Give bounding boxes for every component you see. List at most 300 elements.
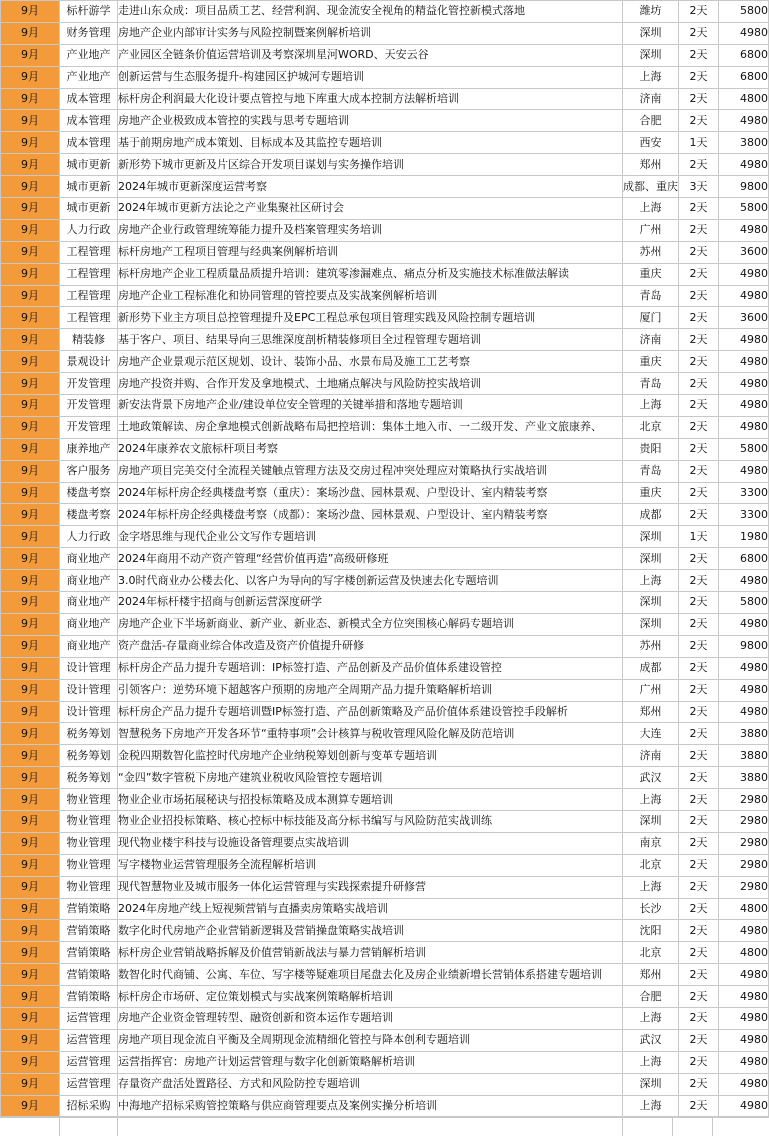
duration-cell[interactable]: 2天 [679,1073,719,1095]
month-cell[interactable]: 9月 [1,263,60,285]
course-title-cell[interactable]: 走进山东众成：项目品质工艺、经营利润、现金流安全视角的精益化管控新模式落地 [118,1,623,23]
city-cell[interactable]: 厦门 [623,307,679,329]
category-cell[interactable]: 营销策略 [60,942,118,964]
course-title-cell[interactable]: 金字塔思维与现代企业公文写作专题培训 [118,526,623,548]
duration-cell[interactable]: 2天 [679,438,719,460]
category-cell[interactable]: 商业地产 [60,613,118,635]
category-cell[interactable]: 工程管理 [60,307,118,329]
month-cell[interactable]: 9月 [1,810,60,832]
price-cell[interactable]: 3300 [719,504,769,526]
city-cell[interactable]: 广州 [623,219,679,241]
month-cell[interactable]: 9月 [1,898,60,920]
category-cell[interactable]: 运营管理 [60,1051,118,1073]
category-cell[interactable]: 工程管理 [60,285,118,307]
duration-cell[interactable]: 3天 [679,176,719,198]
course-title-cell[interactable]: 房地产企业行政管理统筹能力提升及档案管理实务培训 [118,219,623,241]
category-cell[interactable]: 产业地产 [60,44,118,66]
duration-cell[interactable]: 2天 [679,504,719,526]
duration-cell[interactable]: 2天 [679,1051,719,1073]
course-title-cell[interactable]: 标杆房企业营销战略拆解及价值营销新战法与暴力营销解析培训 [118,942,623,964]
city-cell[interactable]: 北京 [623,416,679,438]
duration-cell[interactable]: 2天 [679,635,719,657]
month-cell[interactable]: 9月 [1,964,60,986]
duration-cell[interactable]: 2天 [679,110,719,132]
category-cell[interactable]: 物业管理 [60,876,118,898]
month-cell[interactable]: 9月 [1,613,60,635]
price-cell[interactable]: 3600 [719,241,769,263]
category-cell[interactable]: 成本管理 [60,132,118,154]
course-title-cell[interactable]: 2024年商用不动产资产管理“经营价值再造”高级研修班 [118,548,623,570]
course-title-cell[interactable]: 金税四期数智化监控时代房地产企业纳税筹划创新与变革专题培训 [118,745,623,767]
course-title-cell[interactable]: 土地政策解读、房企拿地模式创新战略布局把控培训：集体土地入市、一二级开发、产业文旅康养、 [118,416,623,438]
course-title-cell[interactable]: 基于客户、项目、结果导向三思维深度剖析精装修项目全过程管理专题培训 [118,329,623,351]
price-cell[interactable]: 5800 [719,1,769,23]
category-cell[interactable]: 商业地产 [60,592,118,614]
price-cell[interactable]: 9800 [719,176,769,198]
course-title-cell[interactable]: 2024年城市更新深度运营考察 [118,176,623,198]
course-title-cell[interactable]: 2024年康养农文旅标杆项目考察 [118,438,623,460]
city-cell[interactable]: 济南 [623,88,679,110]
course-title-cell[interactable]: 2024年标杆楼宇招商与创新运营深度研学 [118,592,623,614]
duration-cell[interactable]: 2天 [679,986,719,1008]
category-cell[interactable]: 商业地产 [60,548,118,570]
course-title-cell[interactable]: 新形势下业主方项目总控管理提升及EPC工程总承包项目管理实践及风险控制专题培训 [118,307,623,329]
course-title-cell[interactable]: 标杆房企市场研、定位策划模式与实战案例策略解析培训 [118,986,623,1008]
category-cell[interactable]: 城市更新 [60,176,118,198]
category-cell[interactable]: 人力行政 [60,219,118,241]
month-cell[interactable]: 9月 [1,789,60,811]
city-cell[interactable]: 深圳 [623,22,679,44]
city-cell[interactable]: 青岛 [623,460,679,482]
duration-cell[interactable]: 2天 [679,592,719,614]
city-cell[interactable]: 武汉 [623,767,679,789]
price-cell[interactable]: 3300 [719,482,769,504]
duration-cell[interactable]: 2天 [679,482,719,504]
category-cell[interactable]: 财务管理 [60,22,118,44]
duration-cell[interactable]: 2天 [679,1007,719,1029]
price-cell[interactable]: 4980 [719,1029,769,1051]
month-cell[interactable]: 9月 [1,460,60,482]
price-cell[interactable]: 4980 [719,416,769,438]
month-cell[interactable]: 9月 [1,876,60,898]
price-cell[interactable]: 3880 [719,767,769,789]
price-cell[interactable]: 4980 [719,986,769,1008]
month-cell[interactable]: 9月 [1,942,60,964]
month-cell[interactable]: 9月 [1,66,60,88]
course-title-cell[interactable]: 标杆房企产品力提升专题培训暨IP标签打造、产品创新策略及产品价值体系建设管控手段解析 [118,701,623,723]
city-cell[interactable]: 济南 [623,329,679,351]
price-cell[interactable]: 4980 [719,263,769,285]
month-cell[interactable]: 9月 [1,1051,60,1073]
duration-cell[interactable]: 2天 [679,1095,719,1117]
city-cell[interactable]: 深圳 [623,592,679,614]
duration-cell[interactable]: 2天 [679,679,719,701]
category-cell[interactable]: 工程管理 [60,241,118,263]
duration-cell[interactable]: 2天 [679,22,719,44]
category-cell[interactable]: 成本管理 [60,110,118,132]
month-cell[interactable]: 9月 [1,920,60,942]
month-cell[interactable]: 9月 [1,307,60,329]
course-title-cell[interactable]: 标杆房地产企业工程质量品质提升培训：建筑零渗漏难点、痛点分析及实施技术标准做法解读 [118,263,623,285]
price-cell[interactable]: 4980 [719,329,769,351]
price-cell[interactable]: 5800 [719,592,769,614]
price-cell[interactable]: 3800 [719,132,769,154]
category-cell[interactable]: 营销策略 [60,920,118,942]
city-cell[interactable]: 重庆 [623,263,679,285]
month-cell[interactable]: 9月 [1,154,60,176]
city-cell[interactable]: 北京 [623,854,679,876]
price-cell[interactable]: 6800 [719,548,769,570]
city-cell[interactable]: 成都 [623,657,679,679]
month-cell[interactable]: 9月 [1,723,60,745]
duration-cell[interactable]: 2天 [679,548,719,570]
course-title-cell[interactable]: 存量资产盘活处置路径、方式和风险防控专题培训 [118,1073,623,1095]
category-cell[interactable]: 开发管理 [60,416,118,438]
category-cell[interactable]: 物业管理 [60,832,118,854]
category-cell[interactable]: 工程管理 [60,263,118,285]
month-cell[interactable]: 9月 [1,241,60,263]
city-cell[interactable]: 上海 [623,66,679,88]
duration-cell[interactable]: 2天 [679,723,719,745]
city-cell[interactable]: 深圳 [623,44,679,66]
month-cell[interactable]: 9月 [1,1,60,23]
category-cell[interactable]: 运营管理 [60,1007,118,1029]
duration-cell[interactable]: 2天 [679,832,719,854]
duration-cell[interactable]: 2天 [679,351,719,373]
city-cell[interactable]: 重庆 [623,351,679,373]
price-cell[interactable]: 4800 [719,942,769,964]
city-cell[interactable]: 深圳 [623,613,679,635]
duration-cell[interactable]: 2天 [679,285,719,307]
month-cell[interactable]: 9月 [1,1029,60,1051]
month-cell[interactable]: 9月 [1,22,60,44]
duration-cell[interactable]: 2天 [679,701,719,723]
category-cell[interactable]: 城市更新 [60,154,118,176]
city-cell[interactable]: 西安 [623,132,679,154]
price-cell[interactable]: 5800 [719,438,769,460]
course-title-cell[interactable]: 房地产企业极致成本管控的实践与思考专题培训 [118,110,623,132]
price-cell[interactable]: 3880 [719,723,769,745]
price-cell[interactable]: 2980 [719,832,769,854]
price-cell[interactable]: 4980 [719,110,769,132]
course-title-cell[interactable]: “金四”数字管税下房地产建筑业税收风险管控专题培训 [118,767,623,789]
duration-cell[interactable]: 2天 [679,767,719,789]
duration-cell[interactable]: 2天 [679,613,719,635]
city-cell[interactable]: 南京 [623,832,679,854]
price-cell[interactable]: 9800 [719,635,769,657]
category-cell[interactable]: 产业地产 [60,66,118,88]
course-title-cell[interactable]: 标杆房企产品力提升专题培训：IP标签打造、产品创新及产品价值体系建设管控 [118,657,623,679]
month-cell[interactable]: 9月 [1,219,60,241]
category-cell[interactable]: 营销策略 [60,898,118,920]
category-cell[interactable]: 开发管理 [60,373,118,395]
city-cell[interactable]: 上海 [623,1051,679,1073]
course-title-cell[interactable]: 创新运营与生态服务提升-构建园区护城河专题培训 [118,66,623,88]
category-cell[interactable]: 标杆游学 [60,1,118,23]
duration-cell[interactable]: 2天 [679,854,719,876]
course-title-cell[interactable]: 运营指挥官：房地产计划运营管理与数字化创新策略解析培训 [118,1051,623,1073]
price-cell[interactable]: 4800 [719,898,769,920]
price-cell[interactable]: 4980 [719,964,769,986]
month-cell[interactable]: 9月 [1,570,60,592]
price-cell[interactable]: 2980 [719,789,769,811]
city-cell[interactable]: 武汉 [623,1029,679,1051]
course-title-cell[interactable]: 产业园区全链条价值运营培训及考察深圳星河WORD、天安云谷 [118,44,623,66]
city-cell[interactable]: 北京 [623,942,679,964]
month-cell[interactable]: 9月 [1,88,60,110]
price-cell[interactable]: 4980 [719,679,769,701]
price-cell[interactable]: 3880 [719,745,769,767]
course-title-cell[interactable]: 资产盘活-存量商业综合体改造及资产价值提升研修 [118,635,623,657]
city-cell[interactable]: 贵阳 [623,438,679,460]
month-cell[interactable]: 9月 [1,854,60,876]
price-cell[interactable]: 4980 [719,460,769,482]
course-title-cell[interactable]: 2024年城市更新方法论之产业集聚社区研讨会 [118,198,623,220]
course-title-cell[interactable]: 现代物业楼宇科技与设施设备管理要点实战培训 [118,832,623,854]
category-cell[interactable]: 精装修 [60,329,118,351]
month-cell[interactable]: 9月 [1,635,60,657]
price-cell[interactable]: 3600 [719,307,769,329]
course-title-cell[interactable]: 房地产企业工程标准化和协同管理的管控要点及实战案例解析培训 [118,285,623,307]
month-cell[interactable]: 9月 [1,373,60,395]
city-cell[interactable]: 成都、重庆 [623,176,679,198]
price-cell[interactable]: 4980 [719,22,769,44]
duration-cell[interactable]: 1天 [679,526,719,548]
course-title-cell[interactable]: 新形势下城市更新及片区综合开发项目谋划与实务操作培训 [118,154,623,176]
course-title-cell[interactable]: 引领客户：逆势环境下超越客户预期的房地产全周期产品力提升策略解析培训 [118,679,623,701]
month-cell[interactable]: 9月 [1,986,60,1008]
month-cell[interactable]: 9月 [1,1073,60,1095]
price-cell[interactable]: 4980 [719,613,769,635]
category-cell[interactable]: 物业管理 [60,854,118,876]
month-cell[interactable]: 9月 [1,592,60,614]
price-cell[interactable]: 4800 [719,88,769,110]
price-cell[interactable]: 4980 [719,657,769,679]
duration-cell[interactable]: 2天 [679,307,719,329]
duration-cell[interactable]: 2天 [679,329,719,351]
month-cell[interactable]: 9月 [1,44,60,66]
category-cell[interactable]: 人力行政 [60,526,118,548]
duration-cell[interactable]: 2天 [679,789,719,811]
price-cell[interactable]: 6800 [719,44,769,66]
category-cell[interactable]: 成本管理 [60,88,118,110]
city-cell[interactable]: 青岛 [623,285,679,307]
month-cell[interactable]: 9月 [1,679,60,701]
course-title-cell[interactable]: 现代智慧物业及城市服务一体化运营管理与实践探索提升研修营 [118,876,623,898]
month-cell[interactable]: 9月 [1,395,60,417]
month-cell[interactable]: 9月 [1,132,60,154]
course-title-cell[interactable]: 中海地产招标采购管控策略与供应商管理要点及案例实操分析培训 [118,1095,623,1117]
city-cell[interactable]: 深圳 [623,810,679,832]
duration-cell[interactable]: 1天 [679,132,719,154]
duration-cell[interactable]: 2天 [679,154,719,176]
city-cell[interactable]: 广州 [623,679,679,701]
price-cell[interactable]: 4980 [719,701,769,723]
city-cell[interactable]: 上海 [623,570,679,592]
city-cell[interactable]: 上海 [623,1095,679,1117]
month-cell[interactable]: 9月 [1,329,60,351]
month-cell[interactable]: 9月 [1,198,60,220]
duration-cell[interactable]: 2天 [679,810,719,832]
category-cell[interactable]: 运营管理 [60,1029,118,1051]
category-cell[interactable]: 招标采购 [60,1095,118,1117]
month-cell[interactable]: 9月 [1,832,60,854]
duration-cell[interactable]: 2天 [679,373,719,395]
price-cell[interactable]: 6800 [719,66,769,88]
course-title-cell[interactable]: 写字楼物业运营管理服务全流程解析培训 [118,854,623,876]
city-cell[interactable]: 苏州 [623,635,679,657]
course-title-cell[interactable]: 2024年房地产线上短视频营销与直播卖房策略实战培训 [118,898,623,920]
course-title-cell[interactable]: 新安法背景下房地产企业/建设单位安全管理的关键举措和落地专题培训 [118,395,623,417]
course-title-cell[interactable]: 3.0时代商业办公楼去化、以客户为导向的写字楼创新运营及快速去化专题培训 [118,570,623,592]
city-cell[interactable]: 大连 [623,723,679,745]
price-cell[interactable]: 4980 [719,1051,769,1073]
city-cell[interactable]: 济南 [623,745,679,767]
category-cell[interactable]: 城市更新 [60,198,118,220]
month-cell[interactable]: 9月 [1,285,60,307]
course-title-cell[interactable]: 房地产企业内部审计实务与风险控制暨案例解析培训 [118,22,623,44]
price-cell[interactable]: 4980 [719,920,769,942]
duration-cell[interactable]: 2天 [679,745,719,767]
price-cell[interactable]: 4980 [719,351,769,373]
category-cell[interactable]: 商业地产 [60,635,118,657]
duration-cell[interactable]: 2天 [679,66,719,88]
city-cell[interactable]: 重庆 [623,482,679,504]
category-cell[interactable]: 景观设计 [60,351,118,373]
category-cell[interactable]: 开发管理 [60,395,118,417]
duration-cell[interactable]: 2天 [679,460,719,482]
city-cell[interactable]: 郑州 [623,701,679,723]
category-cell[interactable]: 税务筹划 [60,745,118,767]
price-cell[interactable]: 4980 [719,373,769,395]
category-cell[interactable]: 设计管理 [60,679,118,701]
city-cell[interactable]: 成都 [623,504,679,526]
course-title-cell[interactable]: 标杆房地产工程项目管理与经典案例解析培训 [118,241,623,263]
city-cell[interactable]: 上海 [623,198,679,220]
category-cell[interactable]: 物业管理 [60,810,118,832]
course-title-cell[interactable]: 数字化时代房地产企业营销新逻辑及营销操盘策略实战培训 [118,920,623,942]
month-cell[interactable]: 9月 [1,701,60,723]
duration-cell[interactable]: 2天 [679,241,719,263]
city-cell[interactable]: 深圳 [623,526,679,548]
month-cell[interactable]: 9月 [1,504,60,526]
city-cell[interactable]: 上海 [623,1007,679,1029]
price-cell[interactable]: 4980 [719,285,769,307]
month-cell[interactable]: 9月 [1,110,60,132]
duration-cell[interactable]: 2天 [679,876,719,898]
price-cell[interactable]: 2980 [719,810,769,832]
duration-cell[interactable]: 2天 [679,942,719,964]
city-cell[interactable]: 沈阳 [623,920,679,942]
month-cell[interactable]: 9月 [1,176,60,198]
category-cell[interactable]: 康养地产 [60,438,118,460]
category-cell[interactable]: 运营管理 [60,1073,118,1095]
course-title-cell[interactable]: 房地产投资并购、合作开发及拿地模式、土地痛点解决与风险防控实战培训 [118,373,623,395]
price-cell[interactable]: 4980 [719,395,769,417]
price-cell[interactable]: 4980 [719,1073,769,1095]
price-cell[interactable]: 4980 [719,219,769,241]
category-cell[interactable]: 楼盘考察 [60,482,118,504]
month-cell[interactable]: 9月 [1,767,60,789]
city-cell[interactable]: 郑州 [623,964,679,986]
course-title-cell[interactable]: 智慧税务下房地产开发各环节“重特事项”会计核算与税收管理风险化解及防范培训 [118,723,623,745]
city-cell[interactable]: 上海 [623,789,679,811]
duration-cell[interactable]: 2天 [679,570,719,592]
city-cell[interactable]: 潍坊 [623,1,679,23]
price-cell[interactable]: 4980 [719,1095,769,1117]
city-cell[interactable]: 郑州 [623,154,679,176]
duration-cell[interactable]: 2天 [679,219,719,241]
category-cell[interactable]: 营销策略 [60,964,118,986]
city-cell[interactable]: 合肥 [623,986,679,1008]
duration-cell[interactable]: 2天 [679,657,719,679]
category-cell[interactable]: 设计管理 [60,701,118,723]
category-cell[interactable]: 营销策略 [60,986,118,1008]
duration-cell[interactable]: 2天 [679,1,719,23]
month-cell[interactable]: 9月 [1,548,60,570]
course-title-cell[interactable]: 物业企业招投标策略、核心控标中标技能及高分标书编写与风险防范实战训练 [118,810,623,832]
city-cell[interactable]: 青岛 [623,373,679,395]
duration-cell[interactable]: 2天 [679,964,719,986]
duration-cell[interactable]: 2天 [679,1029,719,1051]
price-cell[interactable]: 1980 [719,526,769,548]
month-cell[interactable]: 9月 [1,416,60,438]
category-cell[interactable]: 税务筹划 [60,767,118,789]
duration-cell[interactable]: 2天 [679,898,719,920]
city-cell[interactable]: 苏州 [623,241,679,263]
duration-cell[interactable]: 2天 [679,395,719,417]
course-title-cell[interactable]: 房地产项目完美交付全流程关键触点管理方法及交房过程冲突处理应对策略执行实战培训 [118,460,623,482]
city-cell[interactable]: 上海 [623,395,679,417]
month-cell[interactable]: 9月 [1,1007,60,1029]
price-cell[interactable]: 2980 [719,854,769,876]
course-title-cell[interactable]: 房地产企业景观示范区规划、设计、装饰小品、水景布局及施工工艺考察 [118,351,623,373]
category-cell[interactable]: 商业地产 [60,570,118,592]
month-cell[interactable]: 9月 [1,1095,60,1117]
month-cell[interactable]: 9月 [1,438,60,460]
price-cell[interactable]: 2980 [719,876,769,898]
category-cell[interactable]: 楼盘考察 [60,504,118,526]
price-cell[interactable]: 5800 [719,198,769,220]
course-title-cell[interactable]: 房地产企业资金管理转型、融资创新和资本运作专题培训 [118,1007,623,1029]
course-title-cell[interactable]: 物业企业市场拓展秘诀与招投标策略及成本测算专题培训 [118,789,623,811]
price-cell[interactable]: 4980 [719,1007,769,1029]
course-title-cell[interactable]: 房地产项目现金流自平衡及全周期现金流精细化管控与降本创利专题培训 [118,1029,623,1051]
course-title-cell[interactable]: 房地产企业下半场新商业、新产业、新业态、新模式全方位突围核心解码专题培训 [118,613,623,635]
category-cell[interactable]: 税务筹划 [60,723,118,745]
price-cell[interactable]: 4980 [719,154,769,176]
month-cell[interactable]: 9月 [1,745,60,767]
course-title-cell[interactable]: 标杆房企利润最大化设计要点管控与地下库重大成本控制方法解析培训 [118,88,623,110]
category-cell[interactable]: 物业管理 [60,789,118,811]
city-cell[interactable]: 长沙 [623,898,679,920]
category-cell[interactable]: 设计管理 [60,657,118,679]
city-cell[interactable]: 合肥 [623,110,679,132]
category-cell[interactable]: 客户服务 [60,460,118,482]
city-cell[interactable]: 深圳 [623,548,679,570]
price-cell[interactable]: 4980 [719,570,769,592]
duration-cell[interactable]: 2天 [679,44,719,66]
course-title-cell[interactable]: 基于前期房地产成本策划、目标成本及其监控专题培训 [118,132,623,154]
duration-cell[interactable]: 2天 [679,263,719,285]
city-cell[interactable]: 深圳 [623,1073,679,1095]
month-cell[interactable]: 9月 [1,482,60,504]
month-cell[interactable]: 9月 [1,526,60,548]
duration-cell[interactable]: 2天 [679,920,719,942]
course-title-cell[interactable]: 数智化时代商铺、公寓、车位、写字楼等疑难项目尾盘去化及房企业绩新增长营销体系搭建专题培训 [118,964,623,986]
duration-cell[interactable]: 2天 [679,88,719,110]
duration-cell[interactable]: 2天 [679,198,719,220]
